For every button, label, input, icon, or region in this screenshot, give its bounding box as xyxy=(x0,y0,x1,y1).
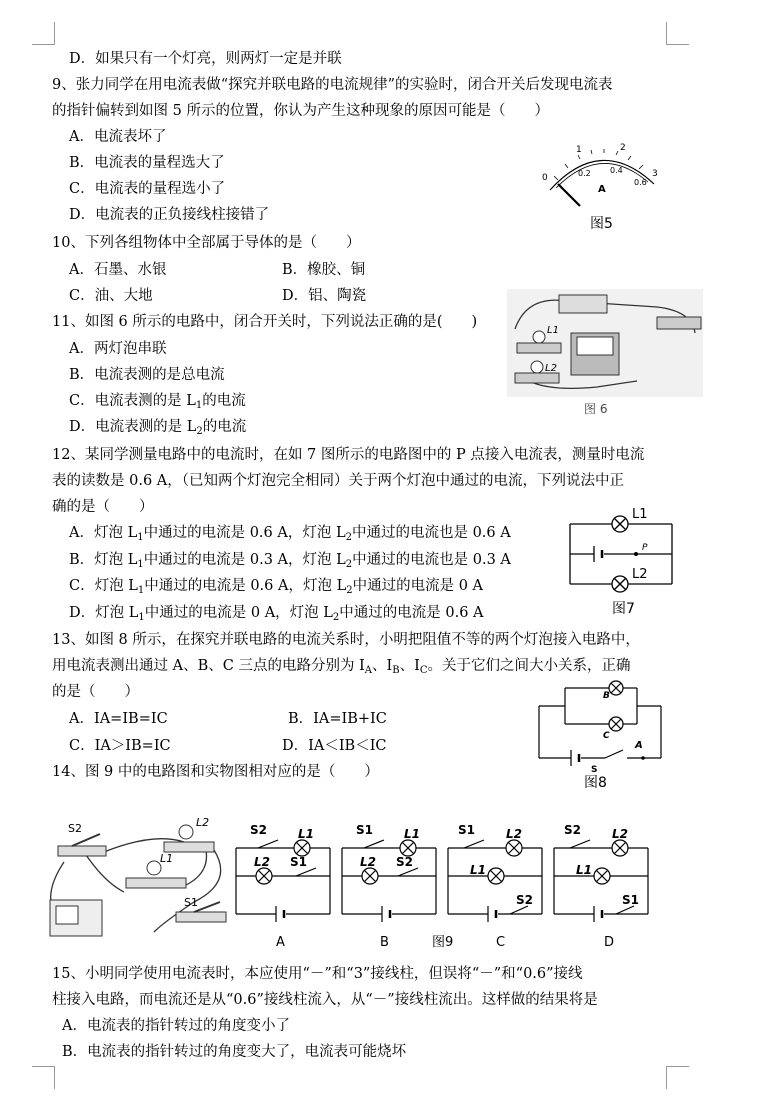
fig9-option-c-circuit xyxy=(448,823,542,922)
q15-option-a: A．电流表的指针转过的角度变小了 xyxy=(62,1018,290,1034)
q9-option-a: A．电流表坏了 xyxy=(69,129,167,145)
q15-option-b: B．电流表的指针转过的角度变大了，电流表可能烧坏 xyxy=(62,1044,407,1060)
q13-stem-line1: 13、如图 8 所示，在探究并联电路的电流关系时，小明把阻值不等的两个灯泡接入电路中， xyxy=(52,632,640,648)
q10-option-d: D．铝、陶瓷 xyxy=(282,288,367,304)
fig7-label-l2: L2 xyxy=(632,567,648,582)
q11-option-c: C．电流表测的是 $L_1$的电流 xyxy=(69,393,246,411)
fig9-option-b-circuit xyxy=(342,823,436,922)
fig9-real-label-s1: S1 xyxy=(184,896,198,909)
fig9-d-label-s1: S1 xyxy=(622,893,639,907)
fig9-option-d-circuit xyxy=(554,823,648,922)
q11-option-d: D．电流表测的是 $L_2$的电流 xyxy=(69,419,247,437)
fig9-a-label-s2: S2 xyxy=(250,823,267,837)
meter-tick-2: 2 xyxy=(620,143,626,153)
meter-unit: A xyxy=(598,184,606,195)
fig9-b-label-s2: S2 xyxy=(396,855,413,869)
meter-tick-02: 0.2 xyxy=(578,169,591,178)
q9-option-d: D．电流表的正负接线柱接错了 xyxy=(69,207,270,223)
q10-option-a: A．石墨、水银 xyxy=(69,262,167,278)
fig9-option-label-d: D xyxy=(604,935,615,950)
fig9-d-label-l2: L2 xyxy=(612,827,628,841)
fig9-caption: 图9 xyxy=(432,935,454,950)
q13-option-d: D．IA＜IB＜IC xyxy=(282,738,387,754)
fig9-real-label-s2: S2 xyxy=(68,822,82,835)
fig8-caption: 图8 xyxy=(584,775,607,791)
crop-mark-bottom-left xyxy=(32,1066,55,1089)
q9-option-c: C．电流表的量程选小了 xyxy=(69,181,226,197)
fig9-option-label-a: A xyxy=(276,935,285,950)
q13-option-c: C．IA＞IB=IC xyxy=(69,738,171,754)
meter-tick-1: 1 xyxy=(576,145,582,155)
fig9-b-label-s1: S1 xyxy=(356,823,373,837)
fig9-c-label-s2: S2 xyxy=(516,893,533,907)
fig9-b-label-l2: L2 xyxy=(360,855,376,869)
q8-option-d: D．如果只有一个灯亮，则两灯一定是并联 xyxy=(69,51,342,67)
fig9-c-label-s1: S1 xyxy=(458,823,475,837)
q12-stem-line1: 12、某同学测量电路中的电流时，在如 7 图所示的电路图中的 P 点接入电流表，测量时电流 xyxy=(52,447,645,463)
fig9-real-circuit xyxy=(44,812,234,942)
fig9-a-label-s1: S1 xyxy=(290,855,307,869)
crop-mark-bottom-right xyxy=(666,1066,689,1089)
q10-option-b: B．橡胶、铜 xyxy=(282,262,366,278)
fig7-label-l1: L1 xyxy=(632,507,648,522)
meter-tick-0: 0 xyxy=(542,173,548,183)
q13-stem-line2: 用电流表测出通过 A、B、C 三点的电路分别为 $I_A$、$I_B$、$I_C$。关于它们之间大小关系，正确 xyxy=(52,658,631,676)
q9-stem-line2: 的指针偏转到如图 5 所示的位置，你认为产生这种现象的原因可能是（ ） xyxy=(52,103,549,119)
fig9-real-label-l2: L2 xyxy=(196,816,210,829)
fig9-option-circuits xyxy=(234,818,654,948)
fig9-real-label-l1: L1 xyxy=(160,852,174,865)
fig9-d-label-l1: L1 xyxy=(576,863,592,877)
q12-stem-line3: 确的是（ ） xyxy=(52,499,154,515)
q11-option-b: B．电流表测的是总电流 xyxy=(69,367,225,383)
q11-stem: 11、如图 6 所示的电路中，闭合开关时，下列说法正确的是( ) xyxy=(52,314,478,330)
q11-option-a: A．两灯泡串联 xyxy=(69,341,167,357)
q10-option-c: C．油、大地 xyxy=(69,288,153,304)
fig9-a-label-l2: L2 xyxy=(254,855,270,869)
fig9-a-label-l1: L1 xyxy=(298,827,314,841)
fig9-b-label-l1: L1 xyxy=(404,827,420,841)
fig8-point-c: C xyxy=(603,731,610,741)
fig9-c-label-l1: L1 xyxy=(470,863,486,877)
q10-stem: 10、下列各组物体中全部属于导体的是（ ） xyxy=(52,235,361,251)
crop-mark-top-left xyxy=(32,22,55,45)
fig9-c-label-l2: L2 xyxy=(506,827,522,841)
ammeter-figure xyxy=(536,140,666,220)
fig8-circuit xyxy=(537,678,667,775)
q12-option-d: D．灯泡 $L_1$中通过的电流是 0 A，灯泡 $L_2$中通过的电流是 0.6 A xyxy=(69,605,484,623)
q12-option-c: C．灯泡 $L_1$中通过的电流是 0.6 A，灯泡 $L_2$中通过的电流是 0 A xyxy=(69,578,484,596)
meter-tick-04: 0.4 xyxy=(610,166,623,175)
fig9-option-a-circuit xyxy=(236,823,330,922)
fig7-caption: 图7 xyxy=(612,601,635,617)
crop-mark-top-right xyxy=(666,22,689,45)
q9-stem-line1: 9、张力同学在用电流表做“探究并联电路的电流规律”的实验时，闭合开关后发现电流表 xyxy=(52,77,613,93)
fig8-point-a: A xyxy=(635,740,643,751)
q13-option-a: A．IA=IB=IC xyxy=(69,711,168,727)
q15-stem-line2: 柱接入电路，而电流还是从“0.6”接线柱流入，从“－”接线柱流出。这样做的结果将是 xyxy=(52,992,598,1008)
q13-stem-line3: 的是（ ） xyxy=(52,684,139,700)
meter-tick-06: 0.6 xyxy=(634,178,647,187)
fig9-option-label-b: B xyxy=(380,935,389,950)
photo-label-l2: L2 xyxy=(545,363,557,374)
q13-option-b: B．IA=IB+IC xyxy=(288,711,387,727)
fig9-d-label-s2: S2 xyxy=(564,823,581,837)
fig6-caption: 图 6 xyxy=(584,402,608,416)
fig5-caption: 图5 xyxy=(590,216,613,232)
photo-label-l1: L1 xyxy=(547,325,559,336)
meter-tick-3: 3 xyxy=(652,169,658,179)
q14-stem: 14、图 9 中的电路图和实物图相对应的是（ ） xyxy=(52,764,379,780)
fig7-circuit xyxy=(568,506,678,596)
q12-option-a: A．灯泡 $L_1$中通过的电流是 0.6 A，灯泡 $L_2$中通过的电流也是 0.6 A xyxy=(69,525,511,543)
fig8-switch-s: S xyxy=(591,765,598,775)
fig7-label-p: P xyxy=(642,543,648,553)
q12-option-b: B．灯泡 $L_1$中通过的电流是 0.3 A，灯泡 $L_2$中通过的电流也是 0.3 A xyxy=(69,552,511,570)
fig8-point-b: B xyxy=(603,691,610,701)
q12-stem-line2: 表的读数是 0.6 A，（已知两个灯泡完全相同）关于两个灯泡中通过的电流，下列说法中正 xyxy=(52,473,624,489)
q15-stem-line1: 15、小明同学使用电流表时，本应使用“－”和“3”接线柱，但误将“－”和“0.6”接线 xyxy=(52,966,583,982)
meter-needle xyxy=(558,184,580,206)
fig9-option-label-c: C xyxy=(496,935,506,950)
circuit-photo-figure xyxy=(507,289,703,397)
q9-option-b: B．电流表的量程选大了 xyxy=(69,155,225,171)
